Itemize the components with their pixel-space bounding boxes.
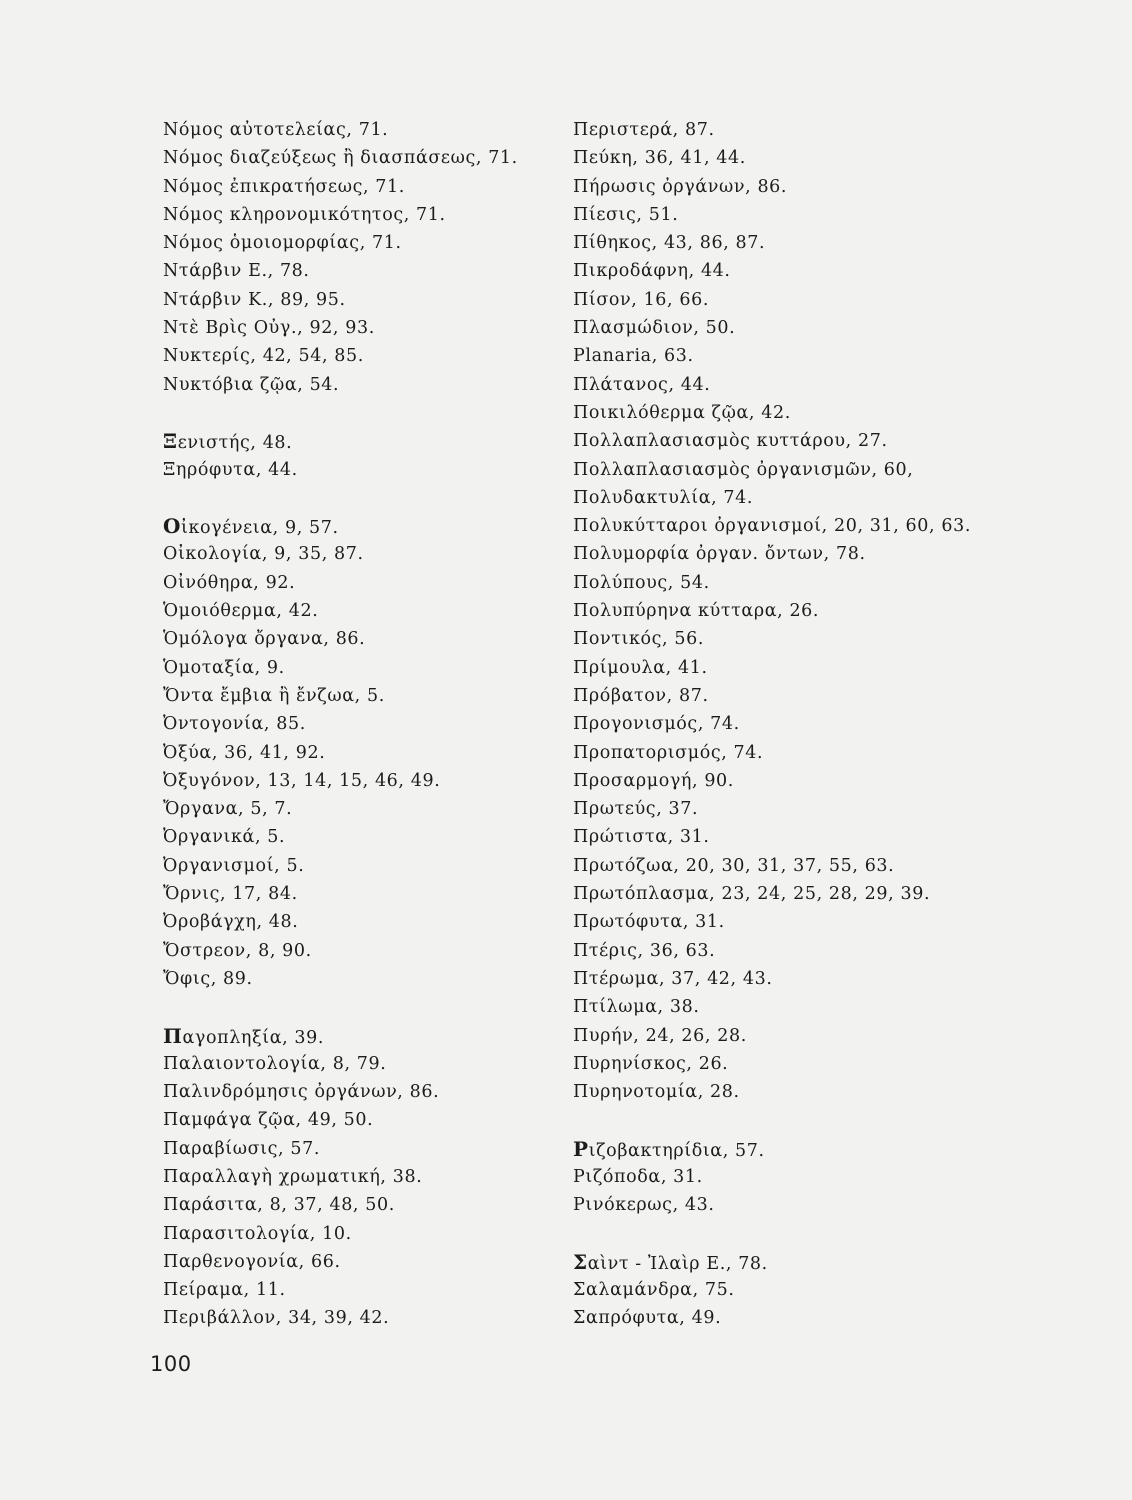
index-entry — [163, 710, 563, 738]
index-entry — [163, 908, 563, 936]
entry-text: Planaria, 63. — [573, 346, 694, 367]
entry-text: Ὀξύα, 36, 41, 92. — [163, 742, 326, 763]
entry-text: Πλασμώδιον, 50. — [573, 318, 736, 339]
entry-text: ἰκογένεια, 9, 57. — [181, 518, 339, 539]
index-entry — [163, 257, 563, 285]
entry-text: αγοπληξία, 39. — [182, 1027, 325, 1048]
entry-text: Ξηρόφυτα, 44. — [163, 459, 298, 480]
entry-text: Οἰκολογία, 9, 35, 87. — [163, 544, 364, 565]
index-entry — [573, 710, 1023, 738]
section-initial: Σ — [573, 1249, 588, 1274]
index-entry — [573, 1248, 1023, 1276]
entry-text: Ρινόκερως, 43. — [573, 1195, 715, 1216]
entry-text: Ὄστρεον, 8, 90. — [163, 940, 312, 961]
entry-text: Νόμος κληρονομικότητος, 71. — [163, 204, 446, 225]
index-entry — [573, 625, 1023, 653]
entry-text: Ὄντα ἔμβια ἢ ἔνζωα, 5. — [163, 685, 385, 706]
section-gap — [573, 1220, 1023, 1248]
index-entry — [163, 286, 563, 314]
index-entry — [573, 1276, 1023, 1304]
index-entry — [163, 1135, 563, 1163]
entry-text: Ὀργανισμοί, 5. — [163, 855, 305, 876]
index-entry — [573, 456, 1023, 484]
index-entry — [573, 908, 1023, 936]
index-entry — [573, 371, 1023, 399]
index-entry — [163, 1248, 563, 1276]
entry-text: Προσαρμογή, 90. — [573, 770, 734, 791]
index-entry — [163, 540, 563, 568]
index-entry — [573, 993, 1023, 1021]
index-entry — [573, 427, 1023, 455]
index-entry — [573, 342, 1023, 370]
entry-text: Ριζόποδα, 31. — [573, 1166, 703, 1187]
index-entry — [163, 682, 563, 710]
entry-text: Παραβίωσις, 57. — [163, 1138, 320, 1159]
index-entry — [163, 116, 563, 144]
index-entry — [163, 512, 563, 540]
entry-text: Πολλαπλασιασμὸς κυττάρου, 27. — [573, 431, 888, 452]
entry-text: Πυρηνοτομία, 28. — [573, 1082, 740, 1103]
entry-text: Οἰνόθηρα, 92. — [163, 572, 296, 593]
entry-text: Παλαιοντολογία, 8, 79. — [163, 1053, 387, 1074]
index-entry — [163, 1220, 563, 1248]
entry-text: Πολύπους, 54. — [573, 572, 710, 593]
entry-text: Πολυκύτταροι ὀργανισμοί, 20, 31, 60, 63. — [573, 516, 971, 537]
index-entry — [573, 654, 1023, 682]
entry-text: Ὀξυγόνον, 13, 14, 15, 46, 49. — [163, 770, 441, 791]
entry-text: Πτέρωμα, 37, 42, 43. — [573, 968, 773, 989]
index-column-right — [573, 116, 1023, 1333]
index-entry — [573, 1050, 1023, 1078]
index-entry — [163, 937, 563, 965]
index-entry — [163, 1191, 563, 1219]
index-entry — [163, 739, 563, 767]
index-entry — [573, 512, 1023, 540]
index-entry — [163, 880, 563, 908]
index-entry — [573, 682, 1023, 710]
index-entry — [163, 597, 563, 625]
index-entry — [573, 1163, 1023, 1191]
index-entry — [573, 1022, 1023, 1050]
index-entry — [573, 484, 1023, 512]
section-initial: Ξ — [163, 429, 178, 454]
entry-text: Πρωτόζωα, 20, 30, 31, 37, 55, 63. — [573, 855, 895, 876]
index-entry — [163, 767, 563, 795]
index-entry — [573, 314, 1023, 342]
entry-text: Πρώτιστα, 31. — [573, 827, 710, 848]
section-initial: Ο — [163, 514, 182, 539]
entry-text: Νόμος διαζεύξεως ἢ διασπάσεως, 71. — [163, 148, 518, 169]
entry-text: Νυκτόβια ζῷα, 54. — [163, 374, 340, 395]
section-gap — [163, 484, 563, 512]
section-gap — [573, 1106, 1023, 1134]
entry-text: Ὄργανα, 5, 7. — [163, 799, 293, 820]
index-entry — [573, 965, 1023, 993]
entry-text: Ποικιλόθερμα ζῷα, 42. — [573, 402, 791, 423]
entry-text: Πρωτεύς, 37. — [573, 799, 699, 820]
index-entry — [163, 1050, 563, 1078]
entry-text: Νυκτερίς, 42, 54, 85. — [163, 346, 364, 367]
index-entry — [573, 1191, 1023, 1219]
entry-text: Σαλαμάνδρα, 75. — [573, 1280, 735, 1301]
section-initial: Ρ — [573, 1136, 589, 1161]
entry-text: Πρωτόφυτα, 31. — [573, 912, 725, 933]
entry-text: Ντάρβιν Ε., 78. — [163, 261, 310, 282]
entry-text: Πυρηνίσκος, 26. — [573, 1053, 729, 1074]
index-entry — [573, 229, 1023, 257]
entry-text: Πεύκη, 36, 41, 44. — [573, 148, 746, 169]
entry-text: Πτέρις, 36, 63. — [573, 940, 716, 961]
entry-text: Πικροδάφνη, 44. — [573, 261, 731, 282]
entry-text: Πολλαπλασιασμὸς ὀργανισμῶν, 60, — [573, 459, 914, 480]
entry-text: Παρθενογονία, 66. — [163, 1251, 341, 1272]
index-entry — [163, 1276, 563, 1304]
entry-text: Πρωτόπλασμα, 23, 24, 25, 28, 29, 39. — [573, 884, 931, 905]
index-entry — [573, 569, 1023, 597]
entry-text: Νόμος αὐτοτελείας, 71. — [163, 120, 389, 140]
entry-text: Πρίμουλα, 41. — [573, 657, 708, 678]
entry-text: Ὁμοιόθερμα, 42. — [163, 601, 319, 622]
index-entry — [163, 569, 563, 597]
entry-text: Ὀργανικά, 5. — [163, 827, 286, 848]
entry-text: Προγονισμός, 74. — [573, 714, 740, 735]
index-entry — [573, 880, 1023, 908]
entry-text: Πήρωσις ὀργάνων, 86. — [573, 176, 788, 197]
entry-text: Παραλλαγὴ χρωματική, 38. — [163, 1166, 423, 1187]
entry-text: Πτίλωμα, 38. — [573, 997, 700, 1018]
entry-text: Νόμος ὁμοιομορφίας, 71. — [163, 233, 402, 254]
entry-text: Πίεσις, 51. — [573, 204, 679, 225]
entry-text: Παράσιτα, 8, 37, 48, 50. — [163, 1195, 395, 1216]
entry-text: Πρόβατον, 87. — [573, 685, 709, 706]
entry-text: Ὀντογονία, 85. — [163, 714, 306, 735]
index-entry — [163, 625, 563, 653]
index-entry — [573, 937, 1023, 965]
index-entry — [163, 144, 563, 172]
index-entry — [163, 173, 563, 201]
entry-text: Πολυπύρηνα κύτταρα, 26. — [573, 601, 820, 622]
entry-text: Παρασιτολογία, 10. — [163, 1223, 352, 1244]
index-entry — [163, 342, 563, 370]
index-entry — [573, 852, 1023, 880]
index-entry — [163, 965, 563, 993]
section-gap — [163, 993, 563, 1021]
entry-text: Ποντικός, 56. — [573, 629, 705, 650]
entry-text: Περιστερά, 87. — [573, 120, 715, 140]
index-entry — [163, 1022, 563, 1050]
entry-text: Ντάρβιν Κ., 89, 95. — [163, 289, 346, 310]
entry-text: Ὁμοταξία, 9. — [163, 657, 285, 678]
index-entry — [163, 1106, 563, 1134]
index-entry — [573, 823, 1023, 851]
entry-text: Περιβάλλον, 34, 39, 42. — [163, 1308, 390, 1329]
section-gap — [163, 399, 563, 427]
index-entry — [163, 201, 563, 229]
entry-text: Ντὲ Βρὶς Οὐγ., 92, 93. — [163, 318, 375, 339]
index-entry — [573, 795, 1023, 823]
entry-text: αὶντ - Ἰλαὶρ Ε., 78. — [587, 1253, 768, 1274]
index-column-left — [163, 116, 563, 1333]
index-entry — [163, 229, 563, 257]
index-entry — [163, 314, 563, 342]
entry-text: Νόμος ἐπικρατήσεως, 71. — [163, 176, 405, 197]
entry-text: Πείραμα, 11. — [163, 1280, 286, 1301]
index-entry — [163, 795, 563, 823]
entry-text: Πολυμορφία ὀργαν. ὄντων, 78. — [573, 544, 866, 565]
entry-text: Ὀροβάγχη, 48. — [163, 912, 299, 933]
index-entry — [573, 286, 1023, 314]
entry-text: Ὁμόλογα ὄργανα, 86. — [163, 629, 366, 650]
entry-text: Παλινδρόμησις ὀργάνων, 86. — [163, 1082, 440, 1103]
index-entry — [163, 427, 563, 455]
index-entry — [163, 1304, 563, 1332]
entry-text: ενιστής, 48. — [177, 433, 293, 454]
entry-text: Πίθηκος, 43, 86, 87. — [573, 233, 766, 254]
index-entry — [163, 654, 563, 682]
index-entry — [163, 371, 563, 399]
entry-text: Ὄρνις, 17, 84. — [163, 884, 298, 905]
entry-text: Παμφάγα ζῷα, 49, 50. — [163, 1110, 374, 1131]
index-entry — [573, 767, 1023, 795]
entry-text: Πυρήν, 24, 26, 28. — [573, 1025, 747, 1046]
index-entry — [573, 1304, 1023, 1332]
index-entry — [573, 1078, 1023, 1106]
page-number: 100 — [150, 1352, 192, 1376]
index-entry — [573, 399, 1023, 427]
index-entry — [573, 739, 1023, 767]
index-entry — [163, 823, 563, 851]
index-entry — [573, 144, 1023, 172]
index-entry — [163, 1078, 563, 1106]
entry-text: Προπατορισμός, 74. — [573, 742, 764, 763]
index-entry — [573, 116, 1023, 144]
index-entry — [573, 201, 1023, 229]
entry-text: ιζοβακτηρίδια, 57. — [588, 1140, 765, 1161]
index-entry — [573, 597, 1023, 625]
section-initial: Π — [163, 1023, 183, 1048]
entry-text: Πλάτανος, 44. — [573, 374, 711, 395]
index-entry — [163, 852, 563, 880]
index-entry — [163, 1163, 563, 1191]
index-entry — [573, 1135, 1023, 1163]
entry-text: Πίσον, 16, 66. — [573, 289, 709, 310]
index-entry — [163, 456, 563, 484]
entry-text: Πολυδακτυλία, 74. — [573, 487, 754, 508]
index-entry — [573, 173, 1023, 201]
entry-text: Σαπρόφυτα, 49. — [573, 1308, 722, 1329]
index-entry — [573, 540, 1023, 568]
index-entry — [573, 257, 1023, 285]
entry-text: Ὄφις, 89. — [163, 968, 253, 989]
